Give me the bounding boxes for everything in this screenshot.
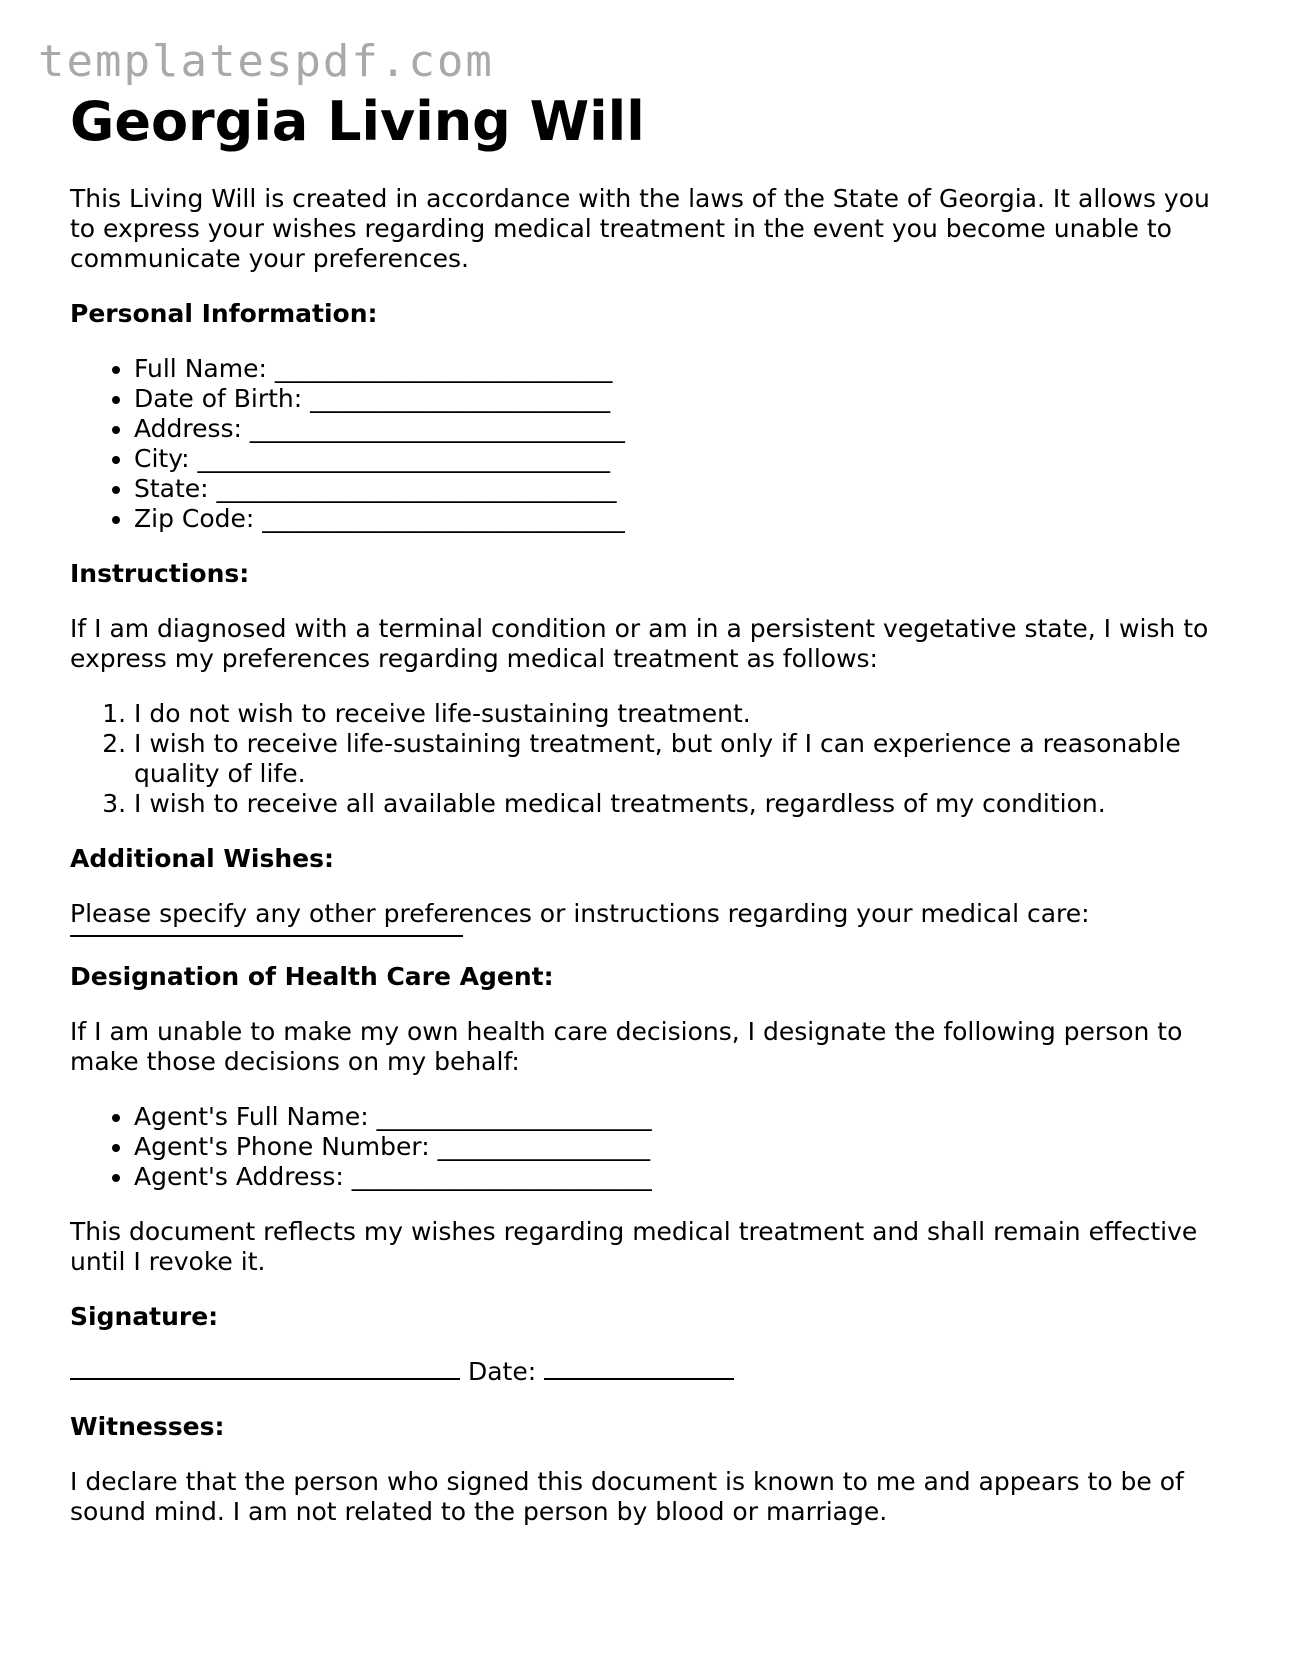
option-conditional-treatment: 2. I wish to receive life-sustaining treatment, but only if I can experience a reasonable quality of life. <box>134 729 1230 789</box>
agent-heading: Designation of Health Care Agent: <box>70 962 554 991</box>
page-title: Georgia Living Will <box>70 90 645 153</box>
additional-wishes-heading: Additional Wishes: <box>70 844 335 873</box>
watermark: templatespdf.com <box>38 36 494 87</box>
intro-paragraph: This Living Will is created in accordance with the laws of the State of Georgia. It allows you to express your wishes regarding medical treatment in the event you become unable to communicate your preferences. <box>70 184 1210 273</box>
instructions-options-list <box>70 699 1230 819</box>
option-all-treatment: 3. I wish to receive all available medical treatments, regardless of my condition. <box>134 789 1230 819</box>
date-label: Date: <box>467 1357 537 1386</box>
date-blank[interactable] <box>544 1378 734 1380</box>
field-agent-full-name[interactable]: • Agent's Full Name: ______________________ <box>134 1102 1230 1132</box>
field-state[interactable]: • State: ________________________________ <box>134 474 1230 504</box>
signature-heading: Signature: <box>70 1302 219 1331</box>
option-no-treatment: 1. I do not wish to receive life-sustaining treatment. <box>134 699 1230 729</box>
personal-info-list <box>70 354 1230 534</box>
agent-fields-list <box>70 1102 1230 1192</box>
field-agent-address[interactable]: • Agent's Address: ________________________ <box>134 1162 1230 1192</box>
instructions-text: If I am diagnosed with a terminal condition or am in a persistent vegetative state, I wish to express my preferences regarding medical treatment as follows: <box>70 614 1209 673</box>
signature-blank[interactable] <box>70 1378 460 1380</box>
instructions-heading: Instructions: <box>70 559 250 588</box>
field-city[interactable]: • City: _________________________________ <box>134 444 1230 474</box>
field-zip-code[interactable]: • Zip Code: _____________________________ <box>134 504 1230 534</box>
field-agent-phone[interactable]: • Agent's Phone Number: _________________ <box>134 1132 1230 1162</box>
witnesses-text: I declare that the person who signed this document is known to me and appears to be of sound mind. I am not related to the person by blood or marriage. <box>70 1467 1184 1526</box>
field-address[interactable]: • Address: ______________________________ <box>134 414 1230 444</box>
signature-row <box>70 1357 1230 1387</box>
document-page <box>70 90 1230 1527</box>
effective-text: This document reflects my wishes regarding medical treatment and shall remain effective until I revoke it. <box>70 1217 1198 1276</box>
additional-wishes-blank[interactable] <box>70 935 463 937</box>
agent-text: If I am unable to make my own health care decisions, I designate the following person to make those decisions on my behalf: <box>70 1017 1183 1076</box>
field-date-of-birth[interactable]: • Date of Birth: ________________________ <box>134 384 1230 414</box>
witnesses-heading: Witnesses: <box>70 1412 225 1441</box>
personal-info-heading: Personal Information: <box>70 299 378 328</box>
field-full-name[interactable]: • Full Name: ___________________________ <box>134 354 1230 384</box>
additional-wishes-text: Please specify any other preferences or instructions regarding your medical care: <box>70 899 1090 928</box>
